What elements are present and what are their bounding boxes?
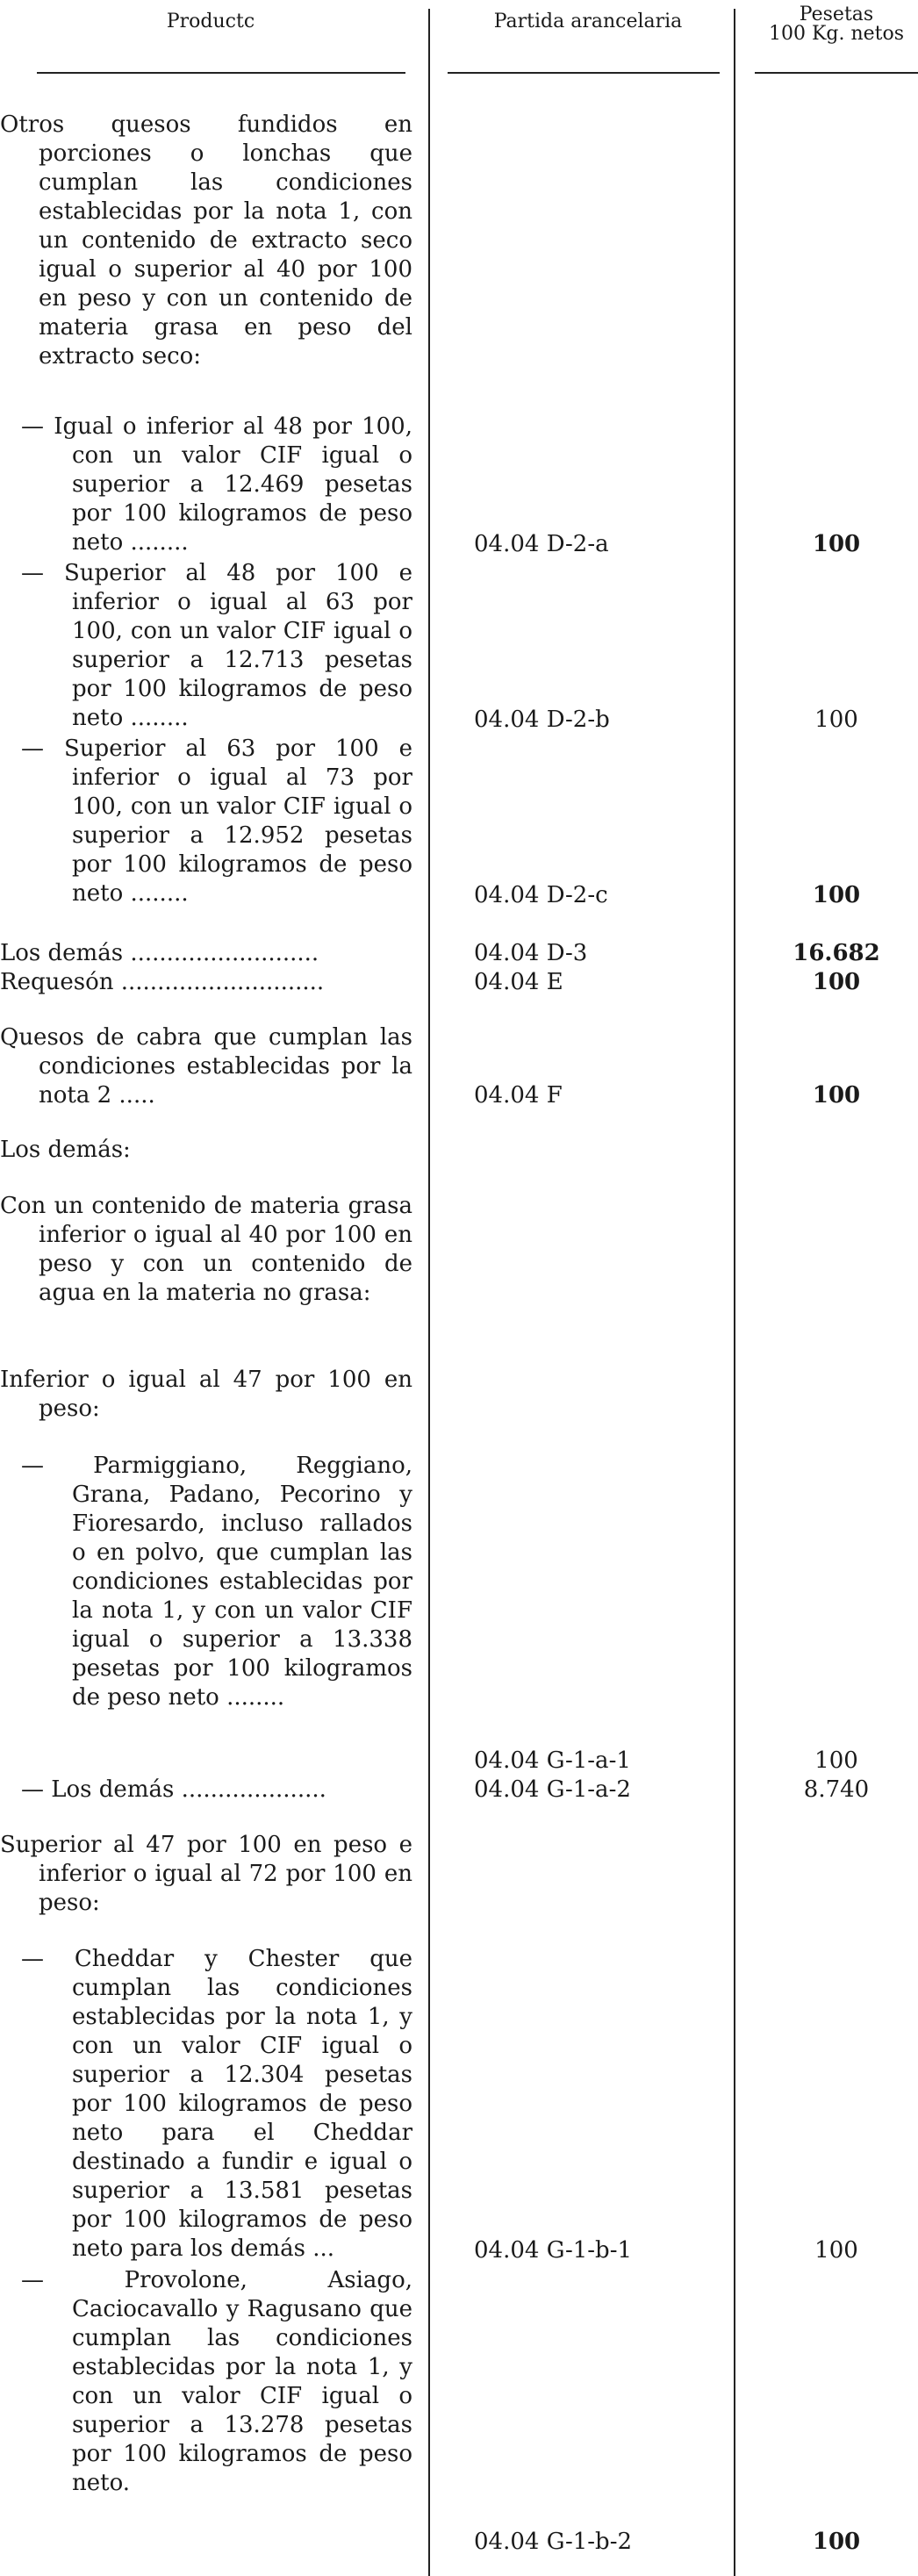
- column-header-partida: Partida arancelaria: [493, 11, 683, 32]
- section-heading: Con un contenido de materia grasa inferior o igual al 40 por 100 en peso y con un contenido de agua en la materia no grasa:: [0, 1193, 420, 1306]
- product-description: — Igual o inferior al 48 por 100, con un valor CIF igual o superior a 12.469 pesetas por 100 kilogramos de peso neto ........: [21, 413, 420, 556]
- column-divider: [734, 9, 735, 2576]
- section-heading: Inferior o igual al 47 por 100 en peso:: [0, 1367, 420, 1422]
- header-rule: [755, 72, 918, 74]
- tariff-code: 04.04 D-3: [474, 940, 588, 966]
- tariff-code: 04.04 G-1-b-1: [474, 2237, 633, 2264]
- tariff-code: 04.04 F: [474, 1082, 563, 1109]
- pesetas-unit: 100 Kg. netos: [768, 23, 905, 45]
- product-description: — Cheddar y Chester que cumplan las condiciones establecidas por la nota 1, y con un valor CIF igual o superior a 12.304 pesetas por 100 kilogramos de peso neto para el Cheddar destinado a fundir e igual o superior a 13.581 pesetas por 100 kilogramos de peso neto para los demás ...: [21, 1946, 420, 2262]
- pesetas-value: 100: [812, 969, 861, 995]
- tariff-code: 04.04 D-2-b: [474, 707, 610, 733]
- section-heading: Superior al 47 por 100 en peso e inferior o igual al 72 por 100 en peso:: [0, 1832, 420, 1916]
- column-divider: [428, 9, 430, 2576]
- section-heading: Los demás:: [0, 1137, 131, 1163]
- pesetas-value: 100: [814, 707, 858, 733]
- header-rule: [448, 72, 720, 74]
- pesetas-value: 100: [814, 1747, 858, 1774]
- column-header-producto: Productc: [166, 11, 255, 32]
- product-description: Otros quesos fundidos en porciones o lonchas que cumplan las condiciones establecidas por la nota 1, con un contenido de extracto seco igual o superior al 40 por 100 en peso y con un contenido de materia grasa en peso del extracto seco:: [0, 111, 420, 370]
- pesetas-label: Pesetas: [799, 4, 874, 25]
- pesetas-value: 100: [814, 2237, 858, 2264]
- pesetas-value: 100: [812, 882, 861, 908]
- pesetas-value: 100: [812, 1082, 861, 1109]
- product-description: — Superior al 48 por 100 e inferior o igual al 63 por 100, con un valor CIF igual o superior a 12.713 pesetas por 100 kilogramos de peso neto ........: [21, 560, 420, 731]
- product-description: Quesos de cabra que cumplan las condiciones establecidas por la nota 2 .....: [0, 1024, 420, 1109]
- product-description: — Provolone, Asiago, Caciocavallo y Ragusano que cumplan las condiciones establecidas por la nota 1, y con un valor CIF igual o superior a 13.278 pesetas por 100 kilogramos de peso neto.: [21, 2267, 420, 2496]
- product-description: — Superior al 63 por 100 e inferior o igual al 73 por 100, con un valor CIF igual o superior a 12.952 pesetas por 100 kilogramos de peso neto ........: [21, 735, 420, 907]
- product-description: — Parmiggiano, Reggiano, Grana, Padano, Pecorino y Fioresardo, incluso rallados o en polvo, que cumplan las condiciones establecidas por la nota 1, y con un valor CIF igual o superior a 13.338 pesetas por 100 kilogramos de peso neto ........: [21, 1453, 420, 1711]
- column-header-pesetas: [755, 5, 918, 44]
- tariff-code: 04.04 D-2-a: [474, 531, 609, 557]
- product-description: Los demás ..........................: [0, 940, 319, 966]
- product-description: Requesón ............................: [0, 969, 325, 995]
- tariff-code: 04.04 G-1-b-2: [474, 2529, 633, 2555]
- tariff-code: 04.04 D-2-c: [474, 882, 608, 908]
- tariff-code: 04.04 E: [474, 969, 563, 995]
- product-description: — Los demás ....................: [21, 1776, 326, 1803]
- pesetas-value: 16.682: [792, 940, 880, 966]
- tariff-code: 04.04 G-1-a-1: [474, 1747, 631, 1774]
- pesetas-value: 8.740: [803, 1776, 870, 1803]
- header-rule: [37, 72, 405, 74]
- pesetas-value: 100: [812, 531, 861, 557]
- tariff-code: 04.04 G-1-a-2: [474, 1776, 631, 1803]
- pesetas-value: 100: [812, 2529, 861, 2555]
